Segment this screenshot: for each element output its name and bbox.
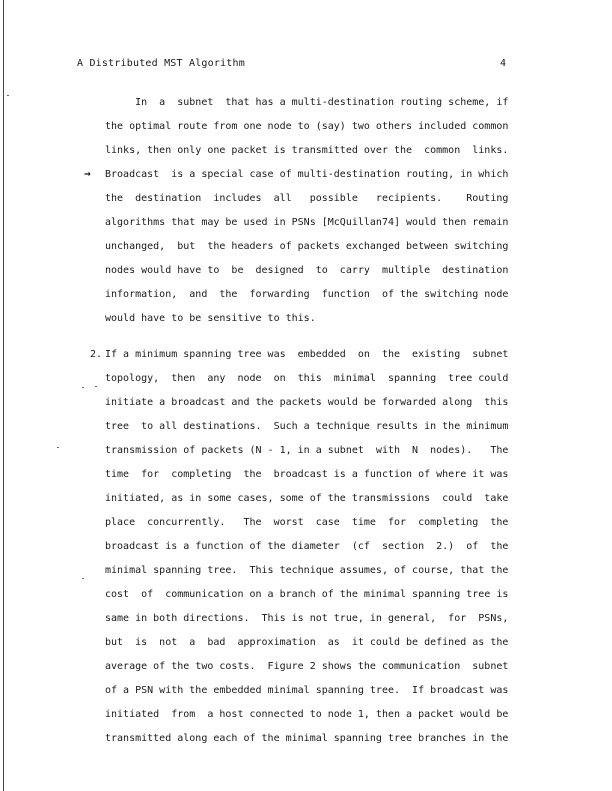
text-line: nodes would have to be designed to carry multiple destination	[105, 265, 509, 276]
scan-speck	[95, 386, 97, 387]
scan-speck	[82, 578, 84, 579]
margin-arrow-icon: →	[84, 167, 91, 180]
text-line: broadcast is a function of the diameter (cf section 2.) of the	[105, 541, 509, 552]
text-line: initiated, as in some cases, some of the transmissions could take	[105, 493, 509, 504]
text-line: topology, then any node on this minimal spanning tree could	[105, 373, 509, 384]
text-line: initiated from a host connected to node 1, then a packet would be	[105, 709, 509, 720]
running-header-title: A Distributed MST Algorithm	[77, 58, 245, 69]
text-line: the destination includes all possible recipients. Routing	[105, 193, 509, 204]
scan-speck	[57, 447, 59, 448]
text-line: place concurrently. The worst case time for completing the	[105, 517, 509, 528]
text-line: links, then only one packet is transmitted over the common links.	[105, 145, 509, 156]
text-line: unchanged, but the headers of packets exchanged between switching	[105, 241, 509, 252]
page-number: 4	[500, 58, 507, 69]
text-line: information, and the forwarding function of the switching node	[105, 289, 509, 300]
scan-edge-rule	[3, 0, 4, 791]
scan-speck	[82, 387, 84, 388]
text-line: average of the two costs. Figure 2 shows the communication subnet	[105, 661, 509, 672]
text-line: algorithms that may be used in PSNs [McQuillan74] would then remain	[105, 217, 509, 228]
text-line: would have to be sensitive to this.	[105, 313, 316, 324]
text-line: If a minimum spanning tree was embedded on the existing subnet	[105, 349, 509, 360]
text-line: time for completing the broadcast is a function of where it was	[105, 469, 509, 480]
text-line: tree to all destinations. Such a technique results in the minimum	[105, 421, 509, 432]
text-line: but is not a bad approximation as it could be defined as the	[105, 637, 509, 648]
text-line: initiate a broadcast and the packets would be forwarded along this	[105, 397, 509, 408]
text-line: same in both directions. This is not true, in general, for PSNs,	[105, 613, 509, 624]
text-line: In a subnet that has a multi-destination routing scheme, if	[105, 97, 509, 108]
text-line: of a PSN with the embedded minimal spanning tree. If broadcast was	[105, 685, 509, 696]
text-line: transmitted along each of the minimal spanning tree branches in the	[105, 733, 509, 744]
text-line: the optimal route from one node to (say) two others included common	[105, 121, 509, 132]
scan-speck	[7, 95, 9, 96]
list-item-number: 2.	[90, 349, 103, 360]
text-line: minimal spanning tree. This technique assumes, of course, that the	[105, 565, 509, 576]
text-line: cost of communication on a branch of the minimal spanning tree is	[105, 589, 509, 600]
text-line: transmission of packets (N - 1, in a subnet with N nodes). The	[105, 445, 509, 456]
text-line: Broadcast is a special case of multi-destination routing, in which	[105, 169, 509, 180]
